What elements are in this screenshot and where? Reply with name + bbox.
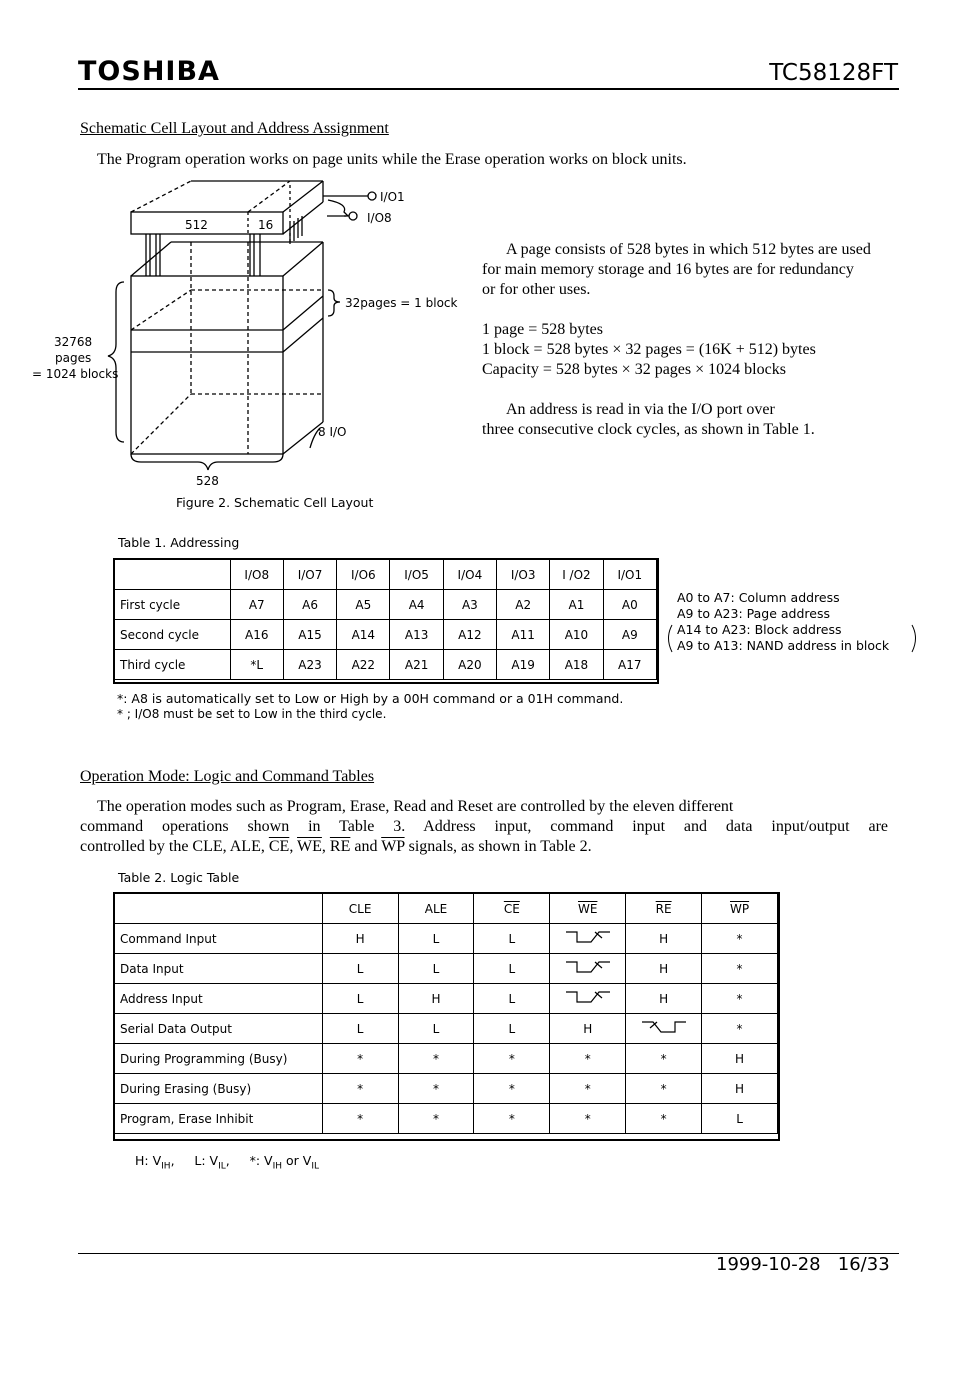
- header-cle: CLE: [322, 894, 398, 924]
- table1-header-cell: I/O8: [230, 560, 283, 590]
- table-cell: A4: [390, 590, 443, 620]
- table-cell: A23: [283, 650, 336, 680]
- table-cell: L: [474, 1014, 550, 1044]
- label-8-io: 8 I/O: [318, 425, 347, 439]
- table-cell: *: [550, 1044, 626, 1074]
- page-description: [482, 240, 952, 440]
- legend-star: *: V: [249, 1153, 273, 1168]
- table2-caption: Table 2. Logic Table: [118, 870, 240, 885]
- section-intro: The Program operation works on page units while the Erase operation works on block units.: [97, 151, 687, 168]
- table-row: [115, 984, 778, 1014]
- table-cell: A19: [497, 650, 550, 680]
- table-row: [115, 1044, 778, 1074]
- row-label: Serial Data Output: [115, 1014, 323, 1044]
- table1-header-cell: I/O7: [283, 560, 336, 590]
- header-rule: [78, 88, 899, 90]
- table-cell: A20: [443, 650, 496, 680]
- table-row: [115, 620, 657, 650]
- legend-l: L: V: [194, 1153, 219, 1168]
- section2-line2: command operations shown in Table 3. Address input, command input and data input/output are: [80, 818, 888, 835]
- signal-re: $\overline{RE}$: [329, 838, 351, 855]
- table-cell: A13: [390, 620, 443, 650]
- table-cell: A3: [443, 590, 496, 620]
- table-cell: A0: [603, 590, 656, 620]
- table-cell: H: [626, 924, 702, 954]
- label-io8: I/O8: [367, 211, 392, 225]
- table-cell: A2: [497, 590, 550, 620]
- addressing-table: [114, 559, 657, 680]
- label-blocks-count: = 1024 blocks: [32, 367, 119, 381]
- label-pages-per-block: 32pages = 1 block: [345, 296, 458, 310]
- section-heading-cell-layout: Schematic Cell Layout and Address Assignment: [80, 120, 389, 137]
- table-cell: H: [702, 1044, 778, 1074]
- table1-header-cell: I/O1: [603, 560, 656, 590]
- legend-or: or V: [282, 1153, 312, 1168]
- row-label: Command Input: [115, 924, 323, 954]
- section2-line3: controlled by the CLE, ALE, $\overline{CE}$, $\overline{WE}$, $\overline{RE}$ and $\overline{WP}$ signals, as shown in Table 2.: [80, 838, 592, 855]
- table-cell: A14: [337, 620, 390, 650]
- signal-ce: $\overline{CE}$: [268, 838, 290, 855]
- rising-edge-pulse-icon: [550, 954, 626, 984]
- table-cell: *: [550, 1104, 626, 1134]
- brand-logo: TOSHIBA: [78, 56, 220, 87]
- label-512: 512: [185, 218, 208, 232]
- label-io1: I/O1: [380, 190, 405, 204]
- table-row: [115, 1074, 778, 1104]
- section2-body: [80, 797, 888, 857]
- row-label: Program, Erase Inhibit: [115, 1104, 323, 1134]
- schematic-cell-layout-figure: [28, 176, 478, 496]
- table-cell: A5: [337, 590, 390, 620]
- part-number: TC58128FT: [769, 60, 898, 86]
- table-cell: *: [398, 1044, 474, 1074]
- table1-header-cell: I /O2: [550, 560, 603, 590]
- table-cell: A1: [550, 590, 603, 620]
- rising-edge-pulse-icon: [550, 924, 626, 954]
- table-cell: A7: [230, 590, 283, 620]
- equation-page: 1 page = 528 bytes: [482, 321, 603, 338]
- table-cell: L: [474, 984, 550, 1014]
- table1-footnote-io8: * ; I/O8 must be set to Low in the third cycle.: [117, 707, 387, 721]
- table-row: [115, 924, 778, 954]
- section2-line3-end: signals, as shown in Table 2.: [408, 838, 592, 855]
- signal-we: $\overline{WE}$: [297, 838, 322, 855]
- table1-header-cell: [115, 560, 231, 590]
- table2-header-cell: [115, 894, 323, 924]
- legend-h-sub: IH: [161, 1161, 171, 1172]
- table-row: [115, 590, 657, 620]
- row-label: During Programming (Busy): [115, 1044, 323, 1074]
- table1-header-cell: I/O3: [497, 560, 550, 590]
- table-cell: *: [702, 984, 778, 1014]
- rising-edge-pulse-icon: [550, 984, 626, 1014]
- table1-header-cell: I/O6: [337, 560, 390, 590]
- header-wp: $\overline{WP}$: [702, 894, 778, 924]
- side-note-parentheses: [662, 622, 922, 656]
- table-cell: *: [626, 1074, 702, 1104]
- table-cell: *: [322, 1074, 398, 1104]
- table-cell: A11: [497, 620, 550, 650]
- side-note-block: A14 to A23: Block address: [677, 622, 842, 637]
- para2-line1: An address is read in via the I/O port over: [506, 401, 775, 418]
- table-cell: L: [322, 1014, 398, 1044]
- figure-caption: Figure 2. Schematic Cell Layout: [176, 495, 374, 510]
- table-cell: *: [398, 1104, 474, 1134]
- row-label: Data Input: [115, 954, 323, 984]
- table1-footnote-a8: *: A8 is automatically set to Low or High by a 00H command or a 01H command.: [117, 691, 624, 706]
- table-cell: H: [626, 984, 702, 1014]
- logic-legend: H: $V_{IH}$, L: $V_{IL}$, *: $V_{IH}$ or $V_{IL}$: [135, 1153, 320, 1172]
- header-ce: $\overline{CE}$: [474, 894, 550, 924]
- table-cell: A18: [550, 650, 603, 680]
- legend-star-sub1: IH: [272, 1161, 283, 1172]
- table2-body: [115, 924, 778, 1134]
- para1-line1: A page consists of 528 bytes in which 512 bytes are used: [506, 241, 871, 258]
- table-cell: H: [702, 1074, 778, 1104]
- table-cell: A6: [283, 590, 336, 620]
- table1-header-row: [115, 560, 657, 590]
- row-label: Address Input: [115, 984, 323, 1014]
- table-row: [115, 1014, 778, 1044]
- para1-line3: or for other uses.: [482, 281, 591, 298]
- side-note-nand: A9 to A13: NAND address in block: [677, 638, 890, 653]
- row-label: First cycle: [115, 590, 231, 620]
- section2-line3-start: controlled by the CLE, ALE,: [80, 838, 265, 855]
- table-cell: A17: [603, 650, 656, 680]
- table-cell: L: [702, 1104, 778, 1134]
- table-cell: A12: [443, 620, 496, 650]
- row-label: During Erasing (Busy): [115, 1074, 323, 1104]
- row-label: Second cycle: [115, 620, 231, 650]
- logic-table: [114, 893, 778, 1134]
- table-cell: L: [398, 954, 474, 984]
- header-we: $\overline{WE}$: [550, 894, 626, 924]
- table-cell: *: [626, 1104, 702, 1134]
- legend-l-sub: IL: [218, 1161, 226, 1172]
- table-cell: L: [322, 954, 398, 984]
- table-cell: *: [398, 1074, 474, 1104]
- table-row: [115, 954, 778, 984]
- table-cell: *: [474, 1074, 550, 1104]
- table-cell: *L: [230, 650, 283, 680]
- row-label: Third cycle: [115, 650, 231, 680]
- para1-line2: for main memory storage and 16 bytes are for redundancy: [482, 261, 854, 278]
- header-re: $\overline{RE}$: [626, 894, 702, 924]
- label-528: 528: [196, 474, 219, 488]
- table-cell: H: [626, 954, 702, 984]
- table-cell: *: [474, 1044, 550, 1074]
- table-cell: H: [398, 984, 474, 1014]
- legend-h: H: V: [135, 1153, 162, 1168]
- table-cell: L: [322, 984, 398, 1014]
- side-note-page: A9 to A23: Page address: [677, 606, 830, 621]
- footer-page: 16/33: [837, 1254, 890, 1275]
- table1-header-cell: I/O5: [390, 560, 443, 590]
- table-cell: H: [550, 1014, 626, 1044]
- table-cell: L: [398, 1014, 474, 1044]
- table1-header-cell: I/O4: [443, 560, 496, 590]
- table-cell: A16: [230, 620, 283, 650]
- table-cell: *: [702, 1014, 778, 1044]
- section2-line1: The operation modes such as Program, Erase, Read and Reset are controlled by the eleven different: [97, 798, 734, 815]
- label-pages-word: pages: [55, 351, 92, 365]
- table-cell: L: [398, 924, 474, 954]
- table-cell: L: [474, 954, 550, 984]
- table-cell: H: [322, 924, 398, 954]
- label-pages-count: 32768: [54, 335, 93, 349]
- table-cell: *: [322, 1104, 398, 1134]
- table-cell: *: [322, 1044, 398, 1074]
- section2-and: and: [354, 838, 378, 855]
- table-cell: *: [474, 1104, 550, 1134]
- table-cell: *: [702, 954, 778, 984]
- signal-wp: $\overline{WP}$: [381, 838, 405, 855]
- table-cell: L: [474, 924, 550, 954]
- para2-line2: three consecutive clock cycles, as shown in Table 1.: [482, 421, 815, 438]
- label-16: 16: [258, 218, 274, 232]
- legend-star-sub2: IL: [311, 1161, 320, 1172]
- header-ale: ALE: [398, 894, 474, 924]
- table-cell: A9: [603, 620, 656, 650]
- table-cell: *: [550, 1074, 626, 1104]
- table-cell: A21: [390, 650, 443, 680]
- equation-capacity: Capacity = 528 bytes × 32 pages × 1024 blocks: [482, 361, 786, 378]
- table-cell: A22: [337, 650, 390, 680]
- table-row: [115, 650, 657, 680]
- section-heading-operation-mode: Operation Mode: Logic and Command Tables: [80, 768, 375, 785]
- falling-edge-pulse-icon: [626, 1014, 702, 1044]
- table2-header-row: [115, 894, 778, 924]
- page-footer: [716, 1254, 890, 1275]
- table1-caption: Table 1. Addressing: [118, 535, 240, 550]
- table-cell: A15: [283, 620, 336, 650]
- table-cell: *: [702, 924, 778, 954]
- table-cell: *: [626, 1044, 702, 1074]
- equation-block: 1 block = 528 bytes × 32 pages = (16K + 512) bytes: [482, 341, 816, 358]
- table-row: [115, 1104, 778, 1134]
- footer-date: 1999-10-28: [716, 1254, 821, 1275]
- side-note-column: A0 to A7: Column address: [677, 590, 840, 605]
- table-cell: A10: [550, 620, 603, 650]
